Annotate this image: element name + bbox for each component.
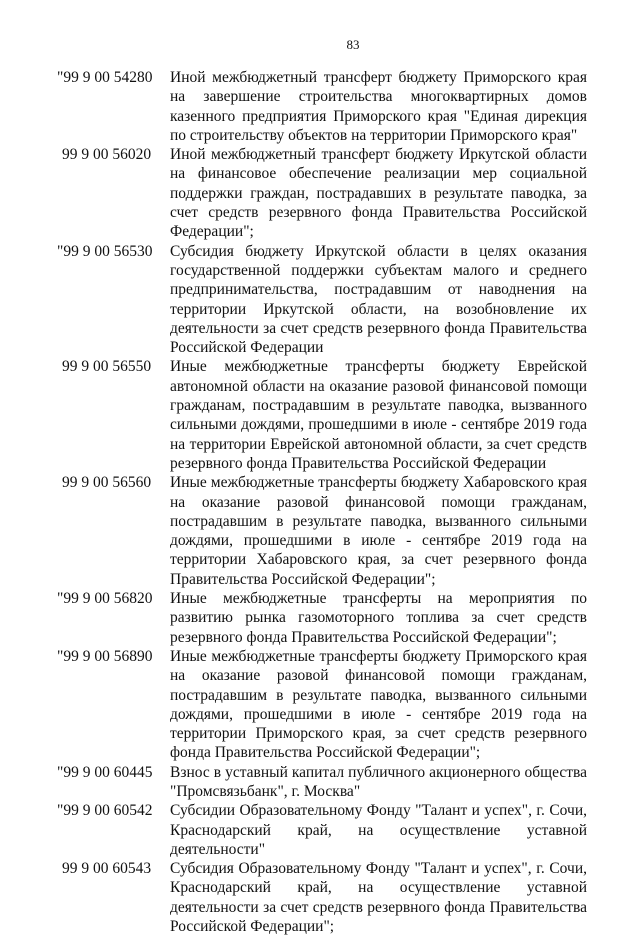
- budget-description: Субсидия Образовательному Фонду "Талант и успех", г. Сочи, Краснодарский край, на осуществление уставной деятельности за счет средств резервного фонда Правительства Российской Федерации";: [170, 860, 587, 936]
- budget-code: "99 9 00 56890: [57, 647, 153, 665]
- budget-code-list: [57, 68, 587, 936]
- list-item: [57, 801, 587, 859]
- budget-description: Взнос в уставный капитал публичного акционерного общества "Промсвязьбанк", г. Москва": [170, 763, 587, 800]
- budget-description: Иные межбюджетные трансферты бюджету Еврейской автономной области на оказание разовой финансовой помощи гражданам, пострадавшим в результате паводка, вызванного сильными дождями, прошедшими в июле - сентябре 2019 года на территории Еврейской автономной области, за счет средств резервного фонда Правительства Российской Федерации: [170, 358, 587, 472]
- list-item: [57, 763, 587, 802]
- list-item: [57, 859, 587, 936]
- budget-description: Иной межбюджетный трансферт бюджету Приморского края на завершение строительства многоквартирных домов казенного предприятия Приморского края "Единая дирекция по строительству объектов на территории Приморского края": [170, 69, 587, 144]
- list-item: [57, 68, 587, 145]
- budget-description: Субсидии Образовательному Фонду "Талант и успех", г. Сочи, Краснодарский край, на осуществление уставной деятельности": [170, 802, 587, 858]
- budget-code: 99 9 00 56560: [62, 474, 152, 492]
- budget-code: 99 9 00 56020: [62, 146, 152, 164]
- budget-description: Субсидия бюджету Иркутской области в целях оказания государственной поддержки субъектам малого и среднего предпринимательства, пострадавшим от наводнения на территории Иркутской области, на возобновление их деятельности за счет средств резервного фонда Правительства Российской Федерации: [170, 242, 587, 357]
- page-number: 83: [346, 37, 360, 52]
- budget-code: "99 9 00 60445: [57, 763, 153, 781]
- list-item: [57, 357, 587, 473]
- budget-description: Иные межбюджетные трансферты бюджету Приморского края на оказание разовой финансовой помощи гражданам, пострадавшим в результате паводка, вызванного сильными дождями, прошедшими в июле - сентябре 2019 года на территории Приморского края, за счет средств резервного фонда Правительства Российской Федерации";: [170, 647, 587, 762]
- budget-code: "99 9 00 60542: [57, 802, 153, 820]
- list-item: [57, 145, 587, 241]
- list-item: [57, 242, 587, 358]
- budget-code: "99 9 00 56530: [57, 242, 153, 260]
- budget-description: Иной межбюджетный трансферт бюджету Иркутской области на финансовое обеспечение реализации мер социальной поддержки граждан, пострадавших в результате паводка, за счет средств резервного фонда Правительства Российской Федерации";: [170, 146, 587, 241]
- budget-description: Иные межбюджетные трансферты на мероприятия по развитию рынка газомоторного топлива за счет средств резервного фонда Правительства Российской Федерации";: [170, 590, 587, 646]
- budget-description: Иные межбюджетные трансферты бюджету Хабаровского края на оказание разовой финансовой помощи гражданам, пострадавшим в результате паводка, вызванного сильными дождями, прошедшими в июле - сентябре 2019 года на территории Хабаровского края, за счет резервного фонда Правительства Российской Федерации";: [170, 474, 587, 588]
- budget-code: 99 9 00 56550: [62, 358, 152, 376]
- list-item: [57, 647, 587, 763]
- budget-code: 99 9 00 60543: [62, 860, 152, 878]
- list-item: [57, 473, 587, 589]
- budget-code: "99 9 00 54280: [57, 69, 153, 86]
- list-item: [57, 589, 587, 647]
- budget-code: "99 9 00 56820: [57, 590, 153, 608]
